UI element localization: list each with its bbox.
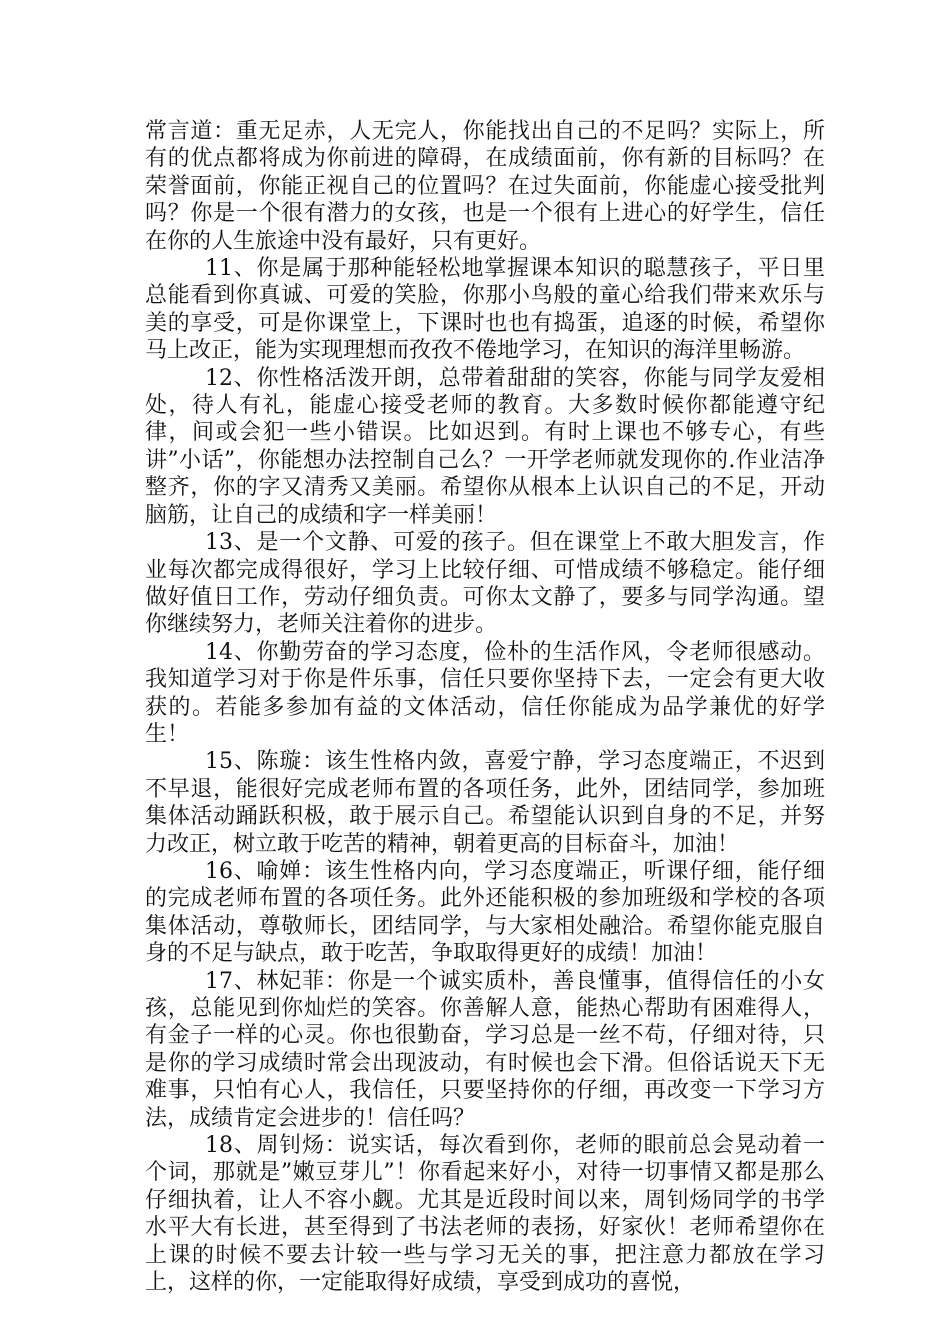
paragraph-comment-12: 12、你性格活泼开朗，总带着甜甜的笑容，你能与同学友爱相处，待人有礼，能虚心接受老师的教育。大多数时候你都能遵守纪律，间或会犯一些小错误。比如迟到。有时上课也不够专心，有些讲”小话”，你能想办法控制自己么？一开学老师就发现你的.作业洁净整齐，你的字又清秀又美丽。希望你从根本上认识自己的不足，开动脑筋，让自己的成绩和字一样美丽！ xyxy=(145,365,825,528)
paragraph-comment-14: 14、你勤劳奋的学习态度，俭朴的生活作风，令老师很感动。我知道学习对于你是件乐事，信任只要你坚持下去，一定会有更大收获的。若能多参加有益的文体活动，信任你能成为品学兼优的好学生！ xyxy=(145,639,825,747)
paragraph-comment-18: 18、周钊炀：说实话，每次看到你，老师的眼前总会晃动着一个词，那就是”嫩豆芽儿”！你看起来好小，对待一切事情又都是那么仔细执着，让人不容小觑。尤其是近段时间以来，周钊炀同学的书学水平大有长进，甚至得到了书法老师的表扬，好家伙！老师希望你在上课的时候不要去计较一些与学习无关的事，把注意力都放在学习上，这样的你，一定能取得好成绩，享受到成功的喜悦， xyxy=(145,1133,825,1296)
paragraph-comment-15: 15、陈璇：该生性格内敛，喜爱宁静，学习态度端正，不迟到不早退，能很好完成老师布置的各项任务，此外，团结同学，参加班集体活动踊跃积极，敢于展示自己。希望能认识到自身的不足，并努力改正，树立敢于吃苦的精神，朝着更高的目标奋斗，加油！ xyxy=(145,749,825,857)
paragraph-comment-13: 13、是一个文静、可爱的孩子。但在课堂上不敢大胆发言，作业每次都完成得很好，学习上比较仔细、可惜成绩不够稳定。能仔细做好值日工作，劳动仔细负责。可你太文静了，要多与同学沟通。望你继续努力，老师关注着你的进步。 xyxy=(145,530,825,638)
paragraph-comment-11: 11、你是属于那种能轻松地掌握课本知识的聪慧孩子，平日里总能看到你真诚、可爱的笑脸，你那小鸟般的童心给我们带来欢乐与美的享受，可是你课堂上，下课时也也有捣蛋，追逐的时候，希望你马上改正，能为实现理想而孜孜不倦地学习，在知识的海洋里畅游。 xyxy=(145,256,825,364)
paragraph-intro: 常言道：重无足赤，人无完人，你能找出自己的不足吗？实际上，所有的优点都将成为你前进的障碍，在成绩面前，你有新的目标吗？在荣誉面前，你能正视自己的位置吗？在过失面前，你能虚心接受批判吗？你是一个很有潜力的女孩，也是一个很有上进心的好学生，信任在你的人生旅途中没有最好，只有更好。 xyxy=(145,119,825,254)
paragraph-comment-16: 16、喻婵：该生性格内向，学习态度端正，听课仔细，能仔细的完成老师布置的各项任务。此外还能积极的参加班级和学校的各项集体活动，尊敬师长，团结同学，与大家相处融洽。希望你能克服自身的不足与缺点，敢于吃苦，争取取得更好的成绩！加油！ xyxy=(145,858,825,967)
paragraph-comment-17: 17、林妃菲：你是一个诚实质朴，善良懂事，值得信任的小女孩，总能见到你灿烂的笑容。你善解人意，能热心帮助有困难得人，有金子一样的心灵。你也很勤奋，学习总是一丝不苟，仔细对待，只是你的学习成绩时常会出现波动，有时候也会下滑。但俗话说天下无难事，只怕有心人，我信任，只要坚持你的仔细，再改变一下学习方法，成绩肯定会进步的！信任吗？ xyxy=(145,968,825,1131)
document-page xyxy=(145,118,825,1296)
